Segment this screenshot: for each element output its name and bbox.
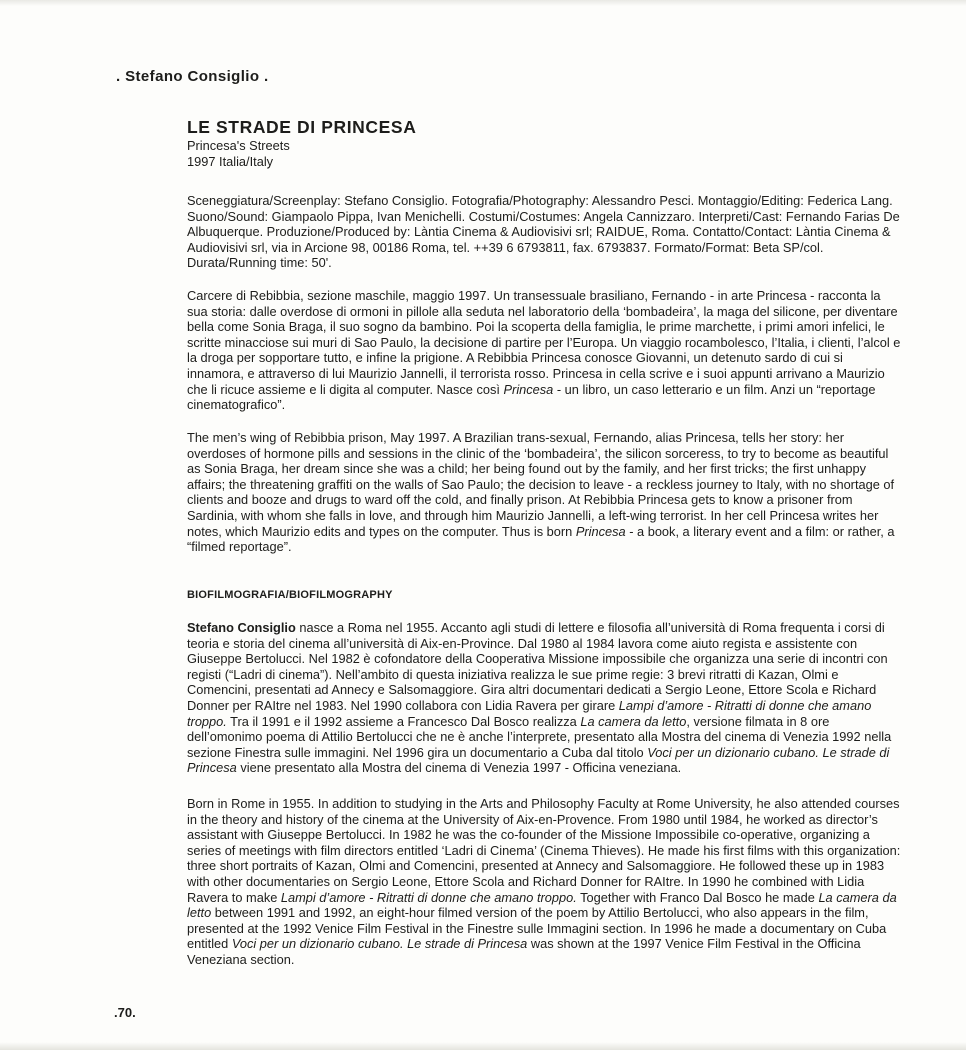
film-title: LE STRADE DI PRINCESA bbox=[187, 117, 417, 137]
film-heading-block bbox=[187, 116, 902, 170]
text-segment: between 1991 and 1992, an eight-hour filmed version of the poem by Attilio Bertolucci, who also appears in the film, presented at the 1992 Venice Film Festival in the Finestre sulle Immagini section. In 1996 he made a documentary on Cuba entitled bbox=[187, 905, 887, 952]
text-segment: Born in Rome in 1955. In addition to studying in the Arts and Philosophy Faculty at Rome University, he also attended courses in the theory and history of the cinema at the University of Aix-en-Provence. From 1980 until 1984, he worked as director’s assistant with Giuseppe Bertolucci. In 1982 he was the co-founder of the Missione Impossibile co-operative, organizing a series of meetings with film directors entitled ‘Ladri di Cinema’ (Cinema Thieves). He made his first films with this organization: three short portraits of Kazan, Olmi and Comencini, presented at Annecy and Salsomaggiore. He followed these up in 1983 with other documentaries on Sergio Leone, Ettore Scola and Richard Donner for RAItre. In 1990 he combined with Lidia Ravera to make bbox=[187, 796, 901, 905]
text-segment: Princesa bbox=[575, 523, 626, 539]
text-segment: Stefano Consiglio bbox=[187, 620, 296, 635]
synopsis-english bbox=[187, 430, 902, 555]
text-segment: was shown at the 1997 Venice Film Festival in the Officina Veneziana section. bbox=[187, 936, 861, 967]
text-segment: Lampi d’amore - Ritratti di donne che amano troppo. bbox=[187, 697, 872, 729]
text-segment: nasce a Roma nel 1955. Accanto agli studi di lettere e filosofia all’università di Roma frequenta i corsi di teoria e storia del cinema all’università di Aix-en-Province. Dal 1980 al 1984 lavora come aiuto regista e assistente con Giuseppe Bertolucci. Nel 1982 è cofondatore della Cooperativa Missione impossibile che organizza una serie di incontri con registi (“Ladri di cinema”). Nell’ambito di questa iniziativa realizza le sue prime regie: 3 brevi ritratti di Kazan, Olmi e Comencini, presentati ad Annecy e Salsomaggiore. Gira altri documentari dedicati a Sergio Leone, Ettore Scola e Richard Donner per RAItre nel 1983. Nel 1990 collabora con Lidia Ravera per girare bbox=[187, 620, 888, 713]
text-segment: - un libro, un caso letterario e un film. Anzi un “reportage cinematografico”. bbox=[187, 381, 876, 413]
text-segment: La camera da letto bbox=[580, 713, 687, 729]
text-segment: Together with Franco Dal Bosco he made bbox=[576, 889, 819, 905]
biography-english bbox=[187, 796, 902, 968]
biofilmography-heading: BIOFILMOGRAFIA/BIOFILMOGRAPHY bbox=[187, 589, 393, 601]
author-header: . Stefano Consiglio . bbox=[116, 68, 269, 85]
text-segment: Lampi d’amore - Ritratti di donne che amano troppo. bbox=[280, 889, 577, 905]
page-number: .70. bbox=[114, 1005, 136, 1020]
biography-italian bbox=[187, 620, 902, 776]
text-segment: Tra il 1991 e il 1992 assieme a Francesco Dal Bosco realizza bbox=[226, 713, 581, 729]
text-segment: La camera da letto bbox=[187, 889, 897, 921]
page-edge-bottom bbox=[0, 1042, 966, 1050]
text-segment: Voci per un dizionario cubano. Le strade di Princesa bbox=[187, 744, 890, 776]
text-segment: Princesa bbox=[503, 381, 554, 397]
text-segment: , versione filmata in 8 ore dell’omonimo poema di Attilio Bertolucci che ne è anche l’interprete, presentato alla Mostra del cinema di Venezia 1992 nella sezione Finestra sulle immagini. Nel 1996 gira un documentario a Cuba dal titolo bbox=[187, 713, 892, 760]
text-segment: - a book, a literary event and a film: or rather, a “filmed reportage”. bbox=[187, 523, 895, 555]
film-english-title: Princesa's Streets bbox=[187, 138, 290, 153]
film-year-country: 1997 Italia/Italy bbox=[187, 154, 274, 169]
credits-paragraph: Sceneggiatura/Screenplay: Stefano Consiglio. Fotografia/Photography: Alessandro Pesci. Montaggio/Editing: Federica Lang. Suono/Sound: Giampaolo Pippa, Ivan Menichelli. Costumi/Costumes: Angela Cannizzaro. Interpreti/Cast: Fernando Farias De Albuquerque. Produzione/Produced by: Làntia Cinema & Audiovisivi srl; RAIDUE, Roma. Contatto/Contact: Làntia Cinema & Audiovisivi srl, via in Arcione 98, 00186 Roma, tel. ++39 6 6793811, fax. 6793837. Formato/Format: Beta SP/col. Durata/Running time: 50'. bbox=[187, 193, 900, 271]
text-segment: The men’s wing of Rebibbia prison, May 1997. A Brazilian trans-sexual, Fernando, alias Princesa, tells her story: her overdoses of hormone pills and sessions in the clinic of the ‘bombadeira’, the silicon sorceress, to try to become as beautiful as Sonia Braga, her dream since she was a child; her being found out by the family, and her first tricks; the first unhappy affairs; the threatening graffiti on the walls of Sao Paulo; the decision to leave - a reckless journey to Italy, with no shortage of clients and booze and drugs to ward off the cold, and finally prison. At Rebibbia Princesa gets to know a prisoner from Sardinia, with whom she falls in love, and through him Maurizio Jannelli, a left-wing terrorist. In her cell Princesa writes her notes, which Maurizio edits and types on the computer. Thus is born bbox=[187, 430, 895, 539]
text-segment: viene presentato alla Mostra del cinema di Venezia 1997 - Officina veneziana. bbox=[236, 760, 682, 776]
synopsis-italian bbox=[187, 288, 902, 413]
text-segment: Carcere di Rebibbia, sezione maschile, maggio 1997. Un transessuale brasiliano, Fernando - in arte Princesa - racconta la sua storia: dalle overdose di ormoni in pillole alla seduta nel laboratorio della ‘bombadeira’, la maga del silicone, per diventare bella come Sonia Braga, il suo sogno da bambino. Poi la scoperta della famiglia, le prime marchette, i primi amori infelici, le scritte minacciose sui muri di Sao Paulo, la decisione di partire per l’Europa. Un viaggio rocambolesco, l’Italia, i clienti, l’alcol e la droga per sopportare tutto, e infine la prigione. A Rebibbia Princesa conosce Giovanni, un detenuto sardo di cui si innamora, e attraverso di lui Maurizio Jannelli, il terrorista rosso. Princesa in cella scrive e i suoi appunti arrivano a Maurizio che li ricuce assieme e li digita al computer. Nasce così bbox=[187, 288, 901, 397]
page-edge-top bbox=[0, 0, 966, 6]
text-segment: Voci per un dizionario cubano. Le strade di Princesa bbox=[231, 936, 528, 952]
